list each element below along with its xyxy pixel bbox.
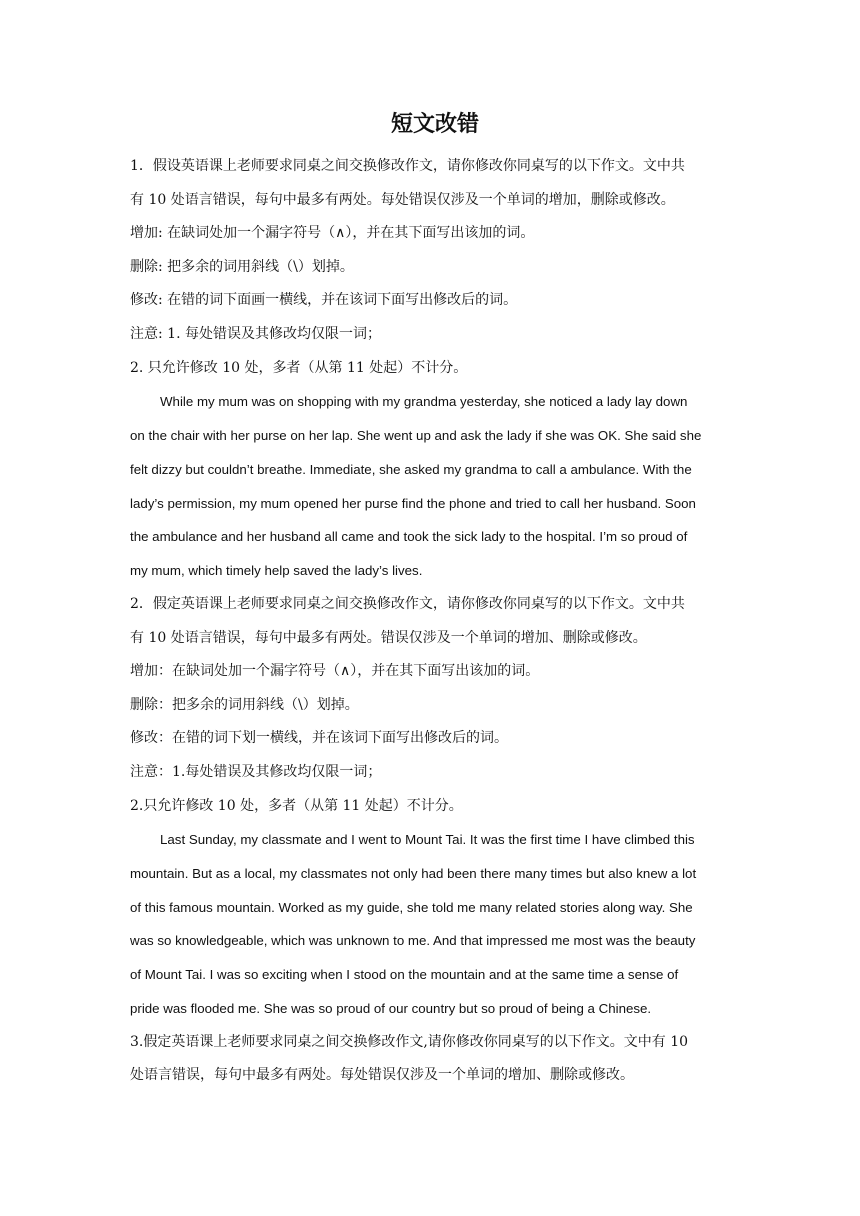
text-line: my mum, which timely help saved the lady’s lives.: [130, 563, 423, 579]
text-line: 删除：把多余的词用斜线（\）划掉。: [130, 696, 359, 713]
text-line: 修改：在错的词下划一横线，并在该词下面写出修改后的词。: [130, 730, 508, 747]
text-line: 修改: 在错的词下面画一横线，并在该词下面写出修改后的词。: [130, 292, 518, 309]
text-line: felt dizzy but couldn’t breathe. Immediate, she asked my grandma to call a ambulance. With the: [130, 461, 692, 477]
text-line: 删除: 把多余的词用斜线（\）划掉。: [130, 258, 354, 275]
text-line: 2. 只允许修改 10 处，多者（从第 11 处起）不计分。: [130, 359, 468, 376]
text-line: 2．假定英语课上老师要求同桌之间交换修改作文，请你修改你同桌写的以下作文。文中共: [130, 595, 685, 612]
text-line: 有 10 处语言错误，每句中最多有两处。每处错误仅涉及一个单词的增加，删除或修改。: [130, 191, 675, 208]
text-line: of Mount Tai. I was so exciting when I stood on the mountain and at the same time a sense of: [130, 967, 679, 983]
text-line: 注意: 1. 每处错误及其修改均仅限一词；: [130, 325, 381, 342]
text-line: of this famous mountain. Worked as my guide, she told me many related stories along way. She: [130, 899, 693, 915]
document-body: [130, 150, 740, 1093]
text-line: pride was flooded me. She was so proud of our country but so proud of being a Chinese.: [130, 1001, 652, 1017]
text-line: 1．假设英语课上老师要求同桌之间交换修改作文，请你修改你同桌写的以下作文。文中共: [130, 158, 685, 174]
text-line: 增加: 在缺词处加一个漏字符号（∧），并在其下面写出该加的词。: [130, 225, 535, 242]
text-line: 处语言错误，每句中最多有两处。每处错误仅涉及一个单词的增加、删除或修改。: [130, 1067, 634, 1084]
text-line: 3.假定英语课上老师要求同桌之间交换修改作文,请你修改你同桌写的以下作文。文中有 10: [130, 1033, 689, 1050]
text-line: 2.只允许修改 10 处，多者（从第 11 处起）不计分。: [130, 797, 463, 814]
page-title: 短文改错: [390, 111, 479, 137]
text-line: 有 10 处语言错误，每句中最多有两处。错误仅涉及一个单词的增加、删除或修改。: [130, 629, 647, 646]
text-line: on the chair with her purse on her lap. She went up and ask the lady if she was OK. She said she: [130, 427, 702, 443]
text-line: Last Sunday, my classmate and I went to Mount Tai. It was the first time I have climbed this: [160, 832, 695, 848]
text-line: was so knowledgeable, which was unknown to me. And that impressed me most was the beauty: [130, 933, 696, 949]
text-line: mountain. But as a local, my classmates not only had been there many times but also knew a lot: [130, 865, 697, 881]
text-line: While my mum was on shopping with my grandma yesterday, she noticed a lady lay down: [160, 394, 688, 410]
text-line: lady’s permission, my mum opened her purse find the phone and tried to call her husband. Soon: [130, 495, 696, 511]
text-line: the ambulance and her husband all came and took the sick lady to the hospital. I’m so proud of: [130, 529, 688, 545]
text-line: 注意：1.每处错误及其修改均仅限一词；: [130, 763, 382, 780]
text-line: 增加：在缺词处加一个漏字符号（∧），并在其下面写出该加的词。: [130, 663, 540, 680]
